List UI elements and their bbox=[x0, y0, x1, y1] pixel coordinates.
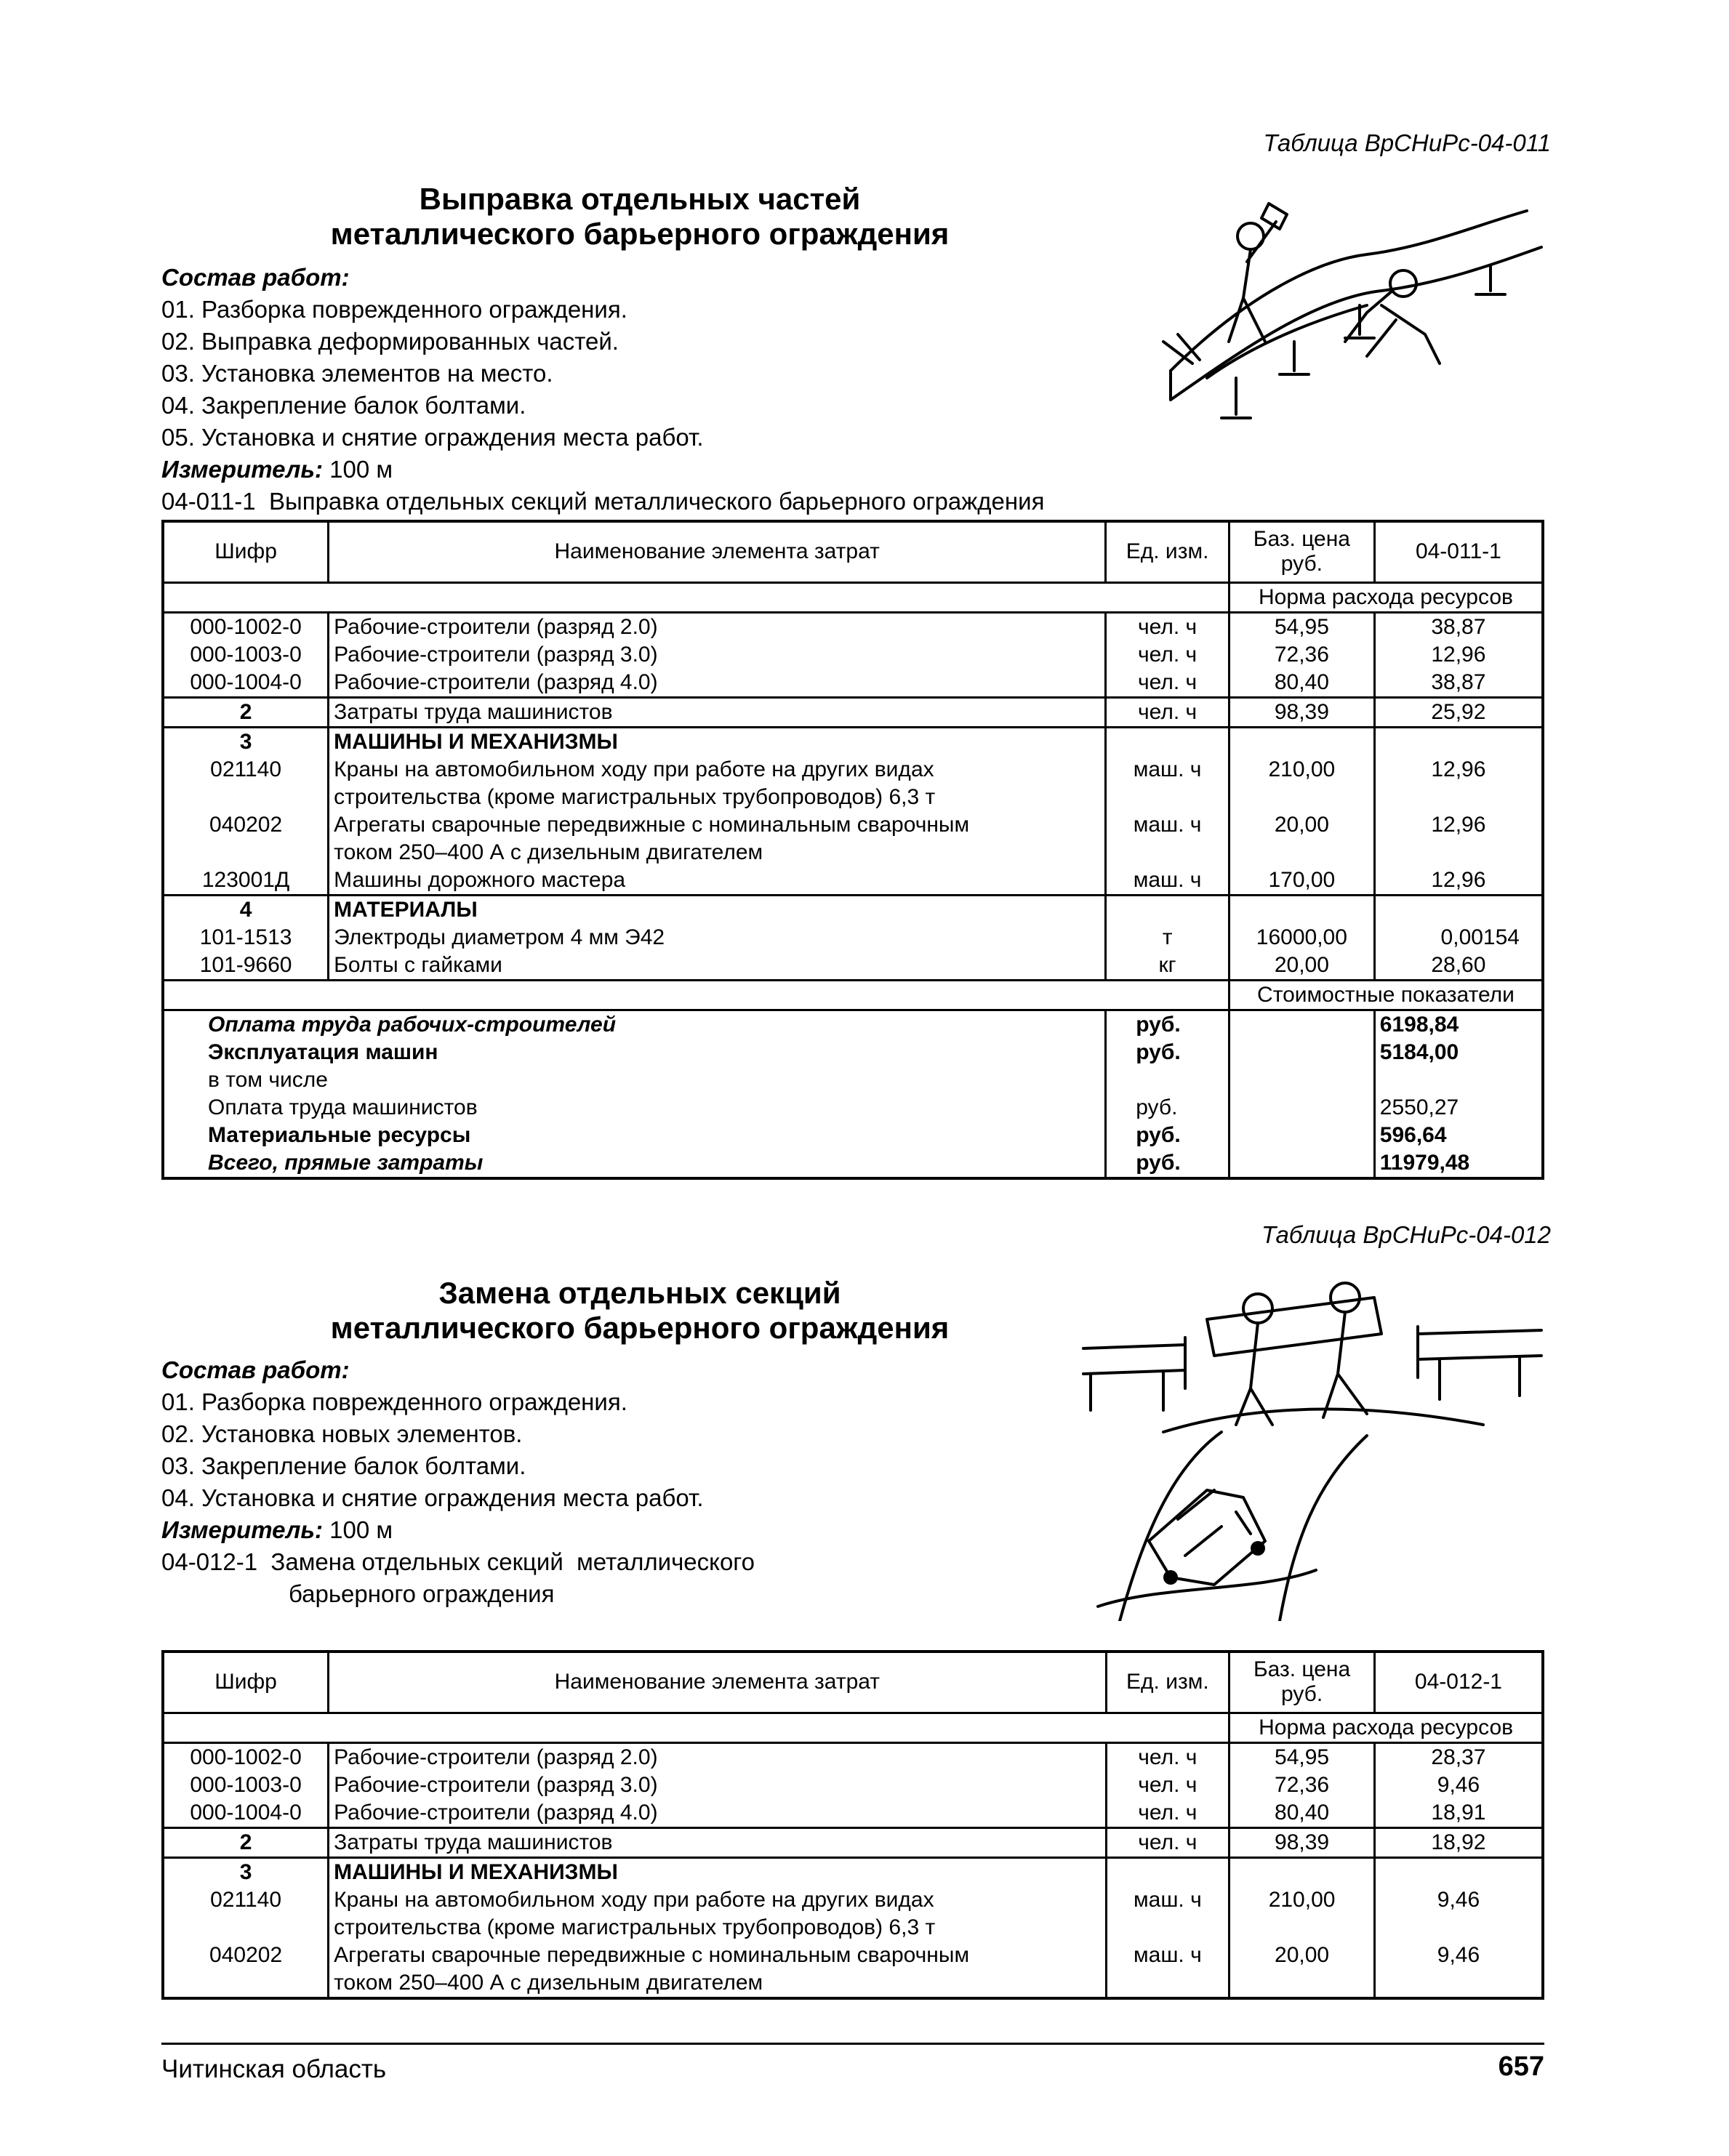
meter-line bbox=[161, 1514, 755, 1546]
section1-works bbox=[161, 262, 1044, 518]
col-header-price: Баз. цена руб. bbox=[1229, 521, 1374, 582]
col-header-name: Наименование элемента затрат bbox=[329, 1652, 1106, 1713]
table-row: 000-1004-0 Рабочие-строители (разряд 4.0) чел. ч 80,40 18,91 bbox=[163, 1799, 1543, 1828]
col-header-name: Наименование элемента затрат bbox=[329, 521, 1106, 582]
work-item: 05. Установка и снятие ограждения места работ. bbox=[161, 424, 704, 451]
section2-title bbox=[167, 1276, 1112, 1346]
table-row: 021140 Краны на автомобильном ходу при работе на других видах строительства (кроме магистральных трубопроводов) 6,3 т маш. ч 210,00 12,96 bbox=[163, 756, 1543, 811]
section-row-machines: 3 МАШИНЫ И МЕХАНИЗМЫ bbox=[163, 727, 1543, 756]
section2-title-line1: Замена отдельных секций bbox=[438, 1276, 841, 1310]
cost-row: Всего, прямые затраты руб. 11979,48 bbox=[163, 1149, 1543, 1178]
col-header-unit: Ед. изм. bbox=[1106, 521, 1229, 582]
table-row: 101-1513 Электроды диаметром 4 мм Э42 т 16000,00 0,00154 bbox=[163, 924, 1543, 952]
section2-title-line2: металлического барьерного ограждения bbox=[330, 1311, 950, 1345]
work-item: 03. Закрепление балок болтами. bbox=[161, 1452, 526, 1479]
work-item: 04. Закрепление балок болтами. bbox=[161, 392, 526, 419]
footer-rule bbox=[161, 2043, 1544, 2045]
section-row-materials: 4 МАТЕРИАЛЫ bbox=[163, 895, 1543, 924]
meter-label: Измеритель: bbox=[161, 1516, 323, 1543]
table-row: 000-1002-0 Рабочие-строители (разряд 2.0) чел. ч 54,95 28,37 bbox=[163, 1742, 1543, 1771]
meter-line bbox=[161, 454, 1044, 486]
table-row: 040202 Агрегаты сварочные передвижные с номинальным сварочным током 250–400 А с дизельным двигателем маш. ч 20,00 9,46 bbox=[163, 1942, 1543, 1998]
cost-row: в том числе bbox=[163, 1066, 1543, 1094]
work-item: 03. Установка элементов на место. bbox=[161, 360, 553, 387]
cost-table-04-012 bbox=[161, 1650, 1544, 2000]
table-row: 021140 Краны на автомобильном ходу при работе на других видах строительства (кроме магистральных трубопроводов) 6,3 т маш. ч 210,00 9,46 bbox=[163, 1886, 1543, 1942]
meter-value: 100 м bbox=[329, 456, 393, 483]
work-item: 01. Разборка поврежденного ограждения. bbox=[161, 1388, 627, 1415]
col-header-unit: Ед. изм. bbox=[1106, 1652, 1229, 1713]
norm-label: Норма расхода ресурсов bbox=[1229, 582, 1543, 612]
cost-row: Эксплуатация машин руб. 5184,00 bbox=[163, 1039, 1543, 1066]
table-row: 000-1004-0 Рабочие-строители (разряд 4.0) чел. ч 80,40 38,87 bbox=[163, 669, 1543, 698]
col-header-code: Шифр bbox=[214, 1670, 277, 1694]
col-header-norm: 04-012-1 bbox=[1374, 1652, 1543, 1713]
table-row: 040202 Агрегаты сварочные передвижные с номинальным сварочным током 250–400 А с дизельным двигателем маш. ч 20,00 12,96 bbox=[163, 811, 1543, 866]
code-line: 04-012-1 Замена отдельных секций металлического bbox=[161, 1548, 755, 1575]
section1-title-line1: Выправка отдельных частей bbox=[419, 182, 861, 216]
table-row: 2 Затраты труда машинистов чел. ч 98,39 18,92 bbox=[163, 1827, 1543, 1857]
page-number: 657 bbox=[1498, 2051, 1544, 2082]
cost-label: Стоимостные показатели bbox=[1229, 980, 1543, 1010]
table-ref-04-012: Таблица ВрСНиРс-04-012 bbox=[1261, 1221, 1551, 1248]
cost-row: Оплата труда рабочих-строителей руб. 6198,84 bbox=[163, 1010, 1543, 1039]
col-header-norm: 04-011-1 bbox=[1374, 521, 1543, 582]
meter-label: Измеритель: bbox=[161, 456, 323, 483]
code-line: 04-011-1 Выправка отдельных секций металлического барьерного ограждения bbox=[161, 488, 1045, 515]
work-item: 02. Выправка деформированных частей. bbox=[161, 328, 619, 355]
norm-label: Норма расхода ресурсов bbox=[1229, 1713, 1543, 1742]
table-row: 000-1003-0 Рабочие-строители (разряд 3.0) чел. ч 72,36 12,96 bbox=[163, 641, 1543, 669]
road-barrier-repair-illustration bbox=[1149, 196, 1556, 436]
meter-value: 100 м bbox=[329, 1516, 393, 1543]
section2-works bbox=[161, 1354, 755, 1610]
work-item: 04. Установка и снятие ограждения места работ. bbox=[161, 1484, 704, 1511]
table-row: 000-1003-0 Рабочие-строители (разряд 3.0) чел. ч 72,36 9,46 bbox=[163, 1771, 1543, 1799]
work-item: 02. Установка новых элементов. bbox=[161, 1420, 523, 1447]
table-ref-04-011: Таблица ВрСНиРс-04-011 bbox=[1263, 129, 1551, 156]
section1-title bbox=[167, 182, 1112, 252]
footer-region: Читинская область bbox=[161, 2055, 387, 2083]
col-header-price: Баз. цена руб. bbox=[1229, 1652, 1375, 1713]
section1-title-line2: металлического барьерного ограждения bbox=[330, 217, 950, 251]
barrier-replacement-illustration bbox=[1076, 1279, 1556, 1621]
code-line-cont: барьерного ограждения bbox=[289, 1580, 555, 1607]
cost-table-04-011 bbox=[161, 520, 1544, 1180]
cost-row: Материальные ресурсы руб. 596,64 bbox=[163, 1122, 1543, 1149]
table-row: 000-1002-0 Рабочие-строители (разряд 2.0) чел. ч 54,95 38,87 bbox=[163, 612, 1543, 641]
works-label: Состав работ: bbox=[161, 264, 350, 291]
work-item: 01. Разборка поврежденного ограждения. bbox=[161, 296, 627, 323]
works-label: Состав работ: bbox=[161, 1356, 350, 1383]
table-row: 123001Д Машины дорожного мастера маш. ч 170,00 12,96 bbox=[163, 866, 1543, 896]
table-row: 101-9660 Болты с гайками кг 20,00 28,60 bbox=[163, 952, 1543, 981]
section-row-machines: 3 МАШИНЫ И МЕХАНИЗМЫ bbox=[163, 1857, 1543, 1886]
cost-row: Оплата труда машинистов руб. 2550,27 bbox=[163, 1094, 1543, 1122]
col-header-code: Шифр bbox=[214, 539, 277, 564]
table-row: 2 Затраты труда машинистов чел. ч 98,39 25,92 bbox=[163, 697, 1543, 727]
